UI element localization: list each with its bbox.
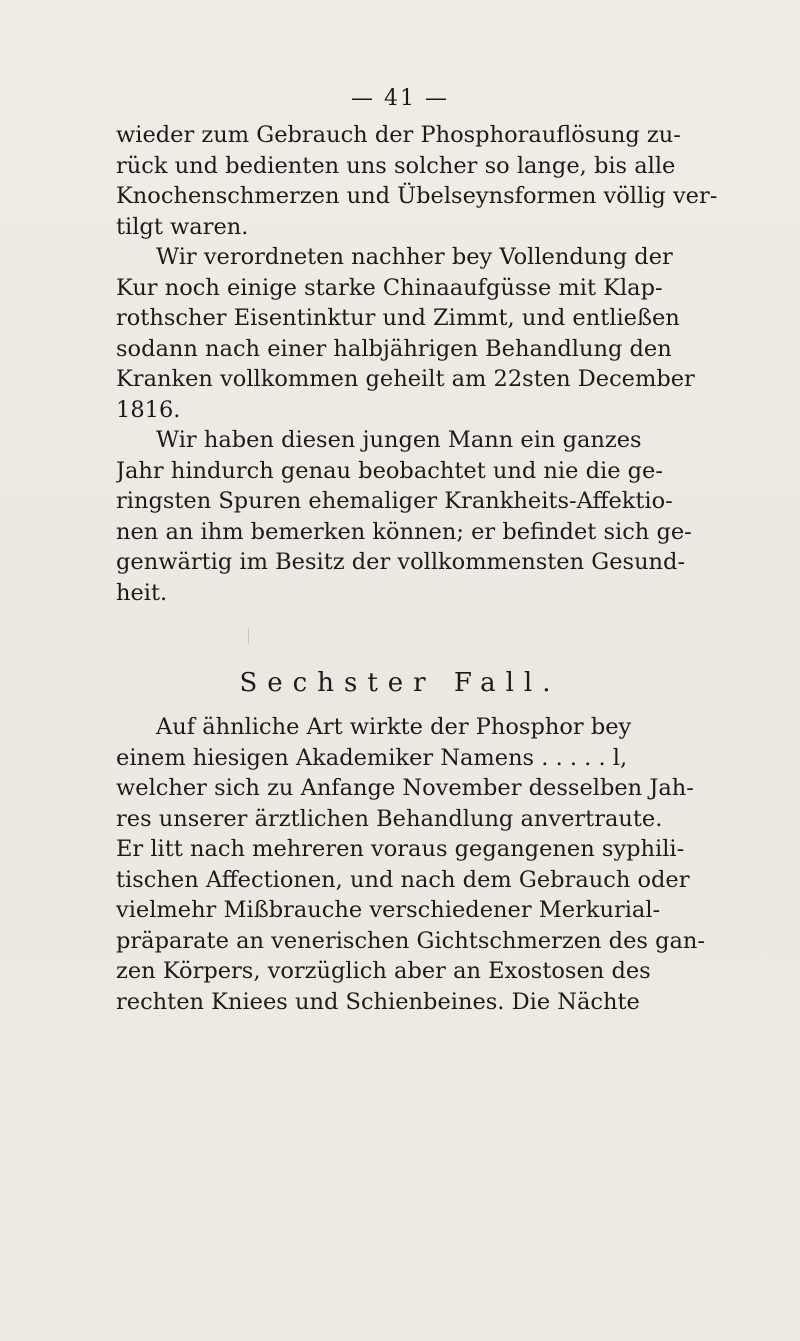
text-line: zen Körpers, vorzüglich aber an Exostosen des <box>116 958 651 984</box>
text-line: nen an ihm bemerken können; er befindet sich ge- <box>116 518 692 545</box>
text-line: rothscher Eisentinktur und Zimmt, und entließen <box>116 305 680 331</box>
text-line: sodann nach einer halbjährigen Behandlung den <box>116 335 672 362</box>
text-line: genwärtig im Besitz der vollkommensten Gesund- <box>116 549 686 575</box>
page-number: — 41 — <box>351 86 449 111</box>
text-line: 1816. <box>116 396 181 423</box>
text-line: res unserer ärztlichen Behandlung anvertraute. <box>116 805 663 832</box>
text-line: tilgt waren. <box>116 213 249 240</box>
text-line: rechten Kniees und Schienbeines. Die Nächte <box>116 988 640 1015</box>
text-block-upper <box>116 120 756 608</box>
text-line: Wir haben diesen jungen Mann ein ganzes <box>156 427 642 453</box>
text-line: einem hiesigen Akademiker Namens . . . . . l, <box>116 744 628 771</box>
section-heading: Sechster Fall. <box>239 668 561 698</box>
text-line: präparate an venerischen Gichtschmerzen des gan- <box>116 927 705 954</box>
text-line: Jahr hindurch genau beobachtet und nie die ge- <box>116 457 663 484</box>
text-line: Knochenschmerzen und Übelseynsformen völlig ver- <box>116 183 718 209</box>
text-line: welcher sich zu Anfange November desselben Jah- <box>116 775 694 801</box>
text-line: Kur noch einige starke Chinaaufgüsse mit Klap- <box>116 274 663 301</box>
text-line: Er litt nach mehreren voraus gegangenen syphili- <box>116 836 685 862</box>
text-line: rück und bedienten uns solcher so lange, bis alle <box>116 152 676 179</box>
text-line: Kranken vollkommen geheilt am 22sten December <box>116 366 695 392</box>
text-line: Auf ähnliche Art wirkte der Phosphor bey <box>156 714 632 740</box>
text-line: wieder zum Gebrauch der Phosphorauflösung zu- <box>116 122 681 148</box>
page-mark <box>248 628 249 644</box>
text-line: Wir verordneten nachher bey Vollendung der <box>156 244 673 270</box>
text-line: tischen Affectionen, und nach dem Gebrauch oder <box>116 866 690 893</box>
text-line: vielmehr Mißbrauche verschiedener Merkurial- <box>116 897 661 923</box>
text-block-lower <box>116 712 756 1017</box>
text-line: ringsten Spuren ehemaliger Krankheits-Affektio- <box>116 488 673 514</box>
text-line: heit. <box>116 579 168 606</box>
